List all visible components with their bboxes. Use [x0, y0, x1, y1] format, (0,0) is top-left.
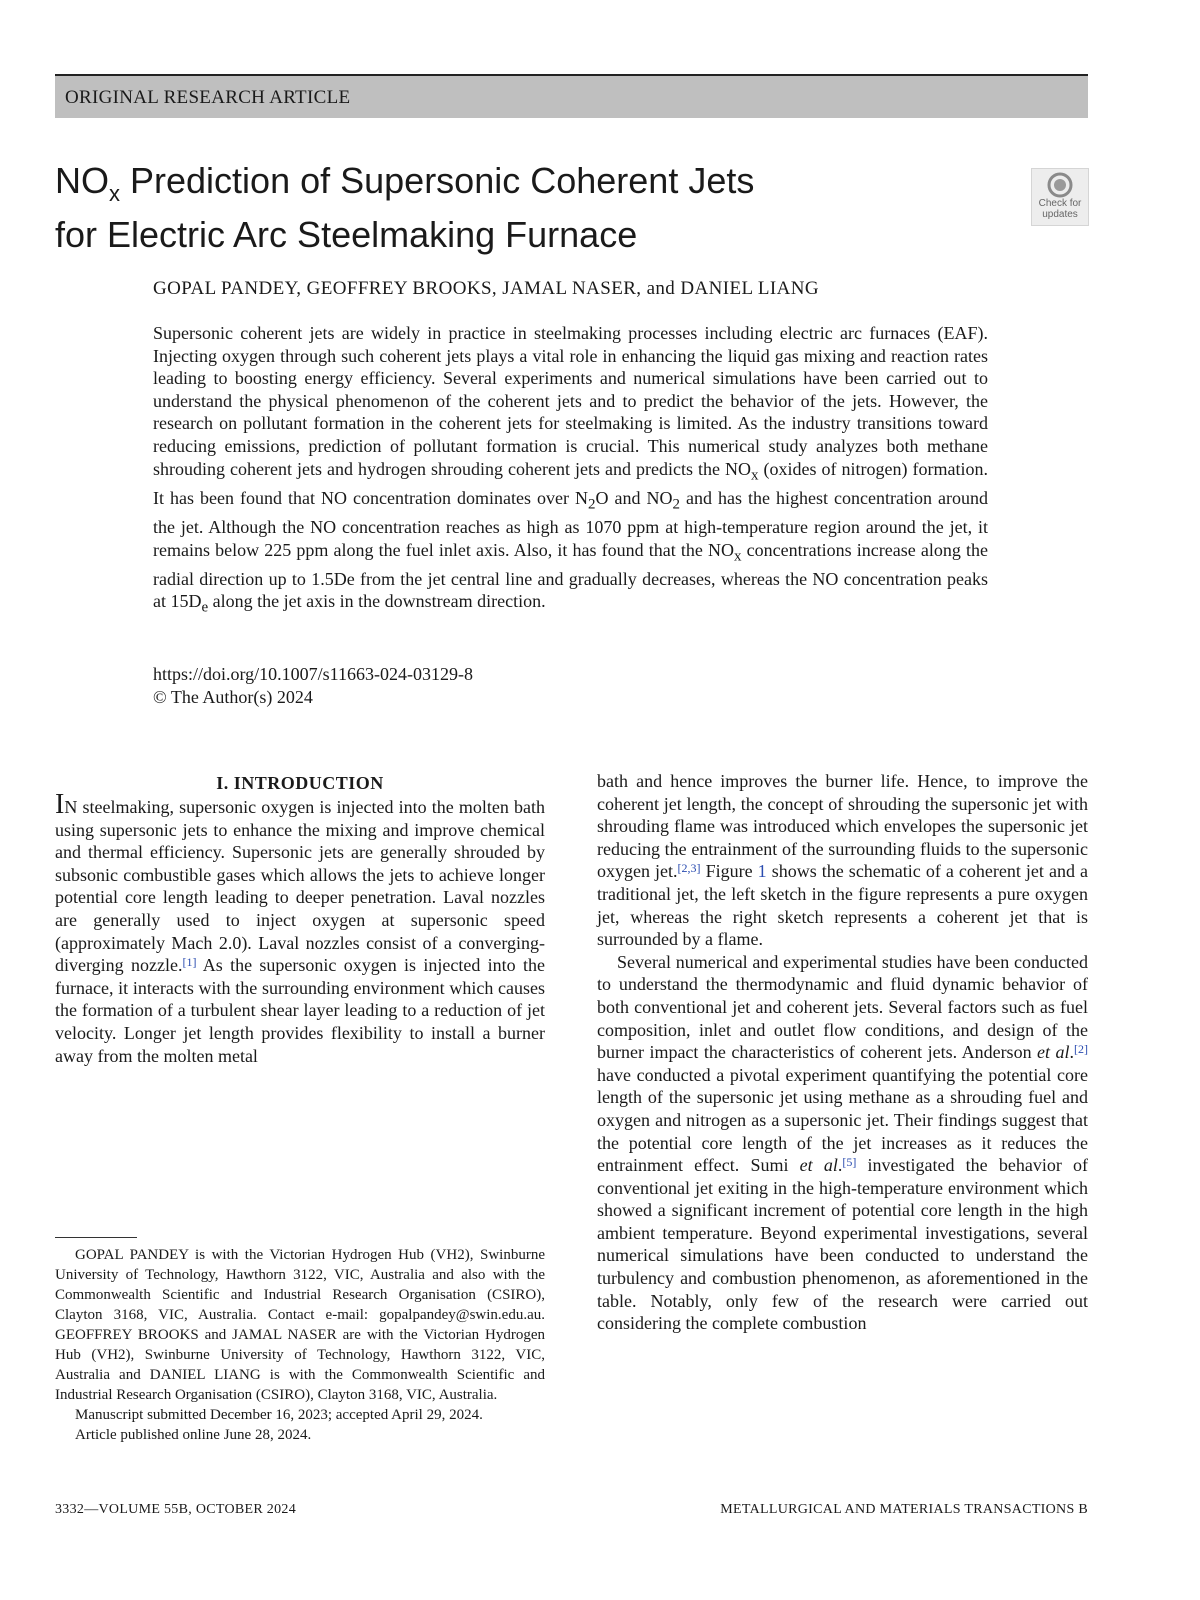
- abstract-sub-5: e: [201, 599, 209, 616]
- footnote-rule: [55, 1237, 137, 1238]
- citation-2-3[interactable]: [2,3]: [677, 861, 701, 876]
- et-al-2: et al: [799, 1155, 838, 1176]
- abstract-sub-3: 2: [672, 496, 680, 513]
- title-subscript: x: [109, 181, 120, 207]
- left-column: [55, 789, 545, 1067]
- affiliation-footnote: [55, 1245, 545, 1445]
- abstract-part-3: O and NO: [595, 487, 673, 508]
- drop-cap: I: [55, 789, 65, 820]
- abstract-part-2: (oxides of nitrogen) formation. It has been found that NO concentration dominates over N: [153, 458, 988, 508]
- intro-p1-part-b: As the supersonic oxygen is injected into the furnace, it interacts with the surrounding environment which causes the formation of a turbulent shear layer leading to a reduction of jet velocity. Longer jet length provides flexibility to install a burner away from the molten metal: [55, 955, 545, 1066]
- badge-line-2: updates: [1042, 209, 1078, 220]
- intro-r1-part-b: Figure: [700, 861, 758, 882]
- abstract-sub-1: x: [751, 467, 759, 484]
- manuscript-dates: Manuscript submitted December 16, 2023; accepted April 29, 2024.: [75, 1407, 483, 1423]
- abstract: [153, 322, 988, 620]
- title-line-1-rest: Prediction of Supersonic Coherent Jets: [120, 160, 755, 201]
- article-type-label: ORIGINAL RESEARCH ARTICLE: [65, 87, 351, 108]
- page-footer-volume: 3332—VOLUME 55B, OCTOBER 2024: [55, 1502, 297, 1517]
- doi-link[interactable]: https://doi.org/10.1007/s11663-024-03129-8: [153, 664, 474, 684]
- affiliation-text: GOPAL PANDEY is with the Victorian Hydrogen Hub (VH2), Swinburne University of Technology, Hawthorn 3122, VIC, Australia and also with the Commonwealth Scientific and Industrial Research Organisation (CSIRO), Clayton 3168, VIC, Australia. Contact e-mail: gopalpandey@swin.edu.au. GEOFFREY BROOKS and JAMAL NASER are with the Victorian Hydrogen Hub (VH2), Swinburne University of Technology, Hawthorn 3122, VIC, Australia and DANIEL LIANG is with the Commonwealth Scientific and Industrial Research Organisation (CSIRO), Clayton 3168, VIC, Australia.: [55, 1247, 545, 1403]
- intro-r1-part-c: shows the schematic of a coherent jet and a traditional jet, the left sketch in the figure represents a pure oxygen jet, whereas the right sketch represents a coherent jet that is surrounded by a flame.: [597, 861, 1089, 950]
- abstract-part-1: Supersonic coherent jets are widely in practice in steelmaking processes including electric arc furnaces (EAF). Injecting oxygen through such coherent jets plays a vital role in enhancing the liquid gas mixing and reaction rates leading to boosting energy efficiency. Several experiments and numerical simulations have been carried out to understand the physical phenomenon of the coherent jets and to predict the behavior of the jets. However, the research on pollutant formation in the coherent jets for steelmaking is limited. As the industry transitions toward reducing emissions, prediction of pollutant formation is crucial. This numerical study analyzes both methane shrouding coherent jets and hydrogen shrouding coherent jets and predicts the NO: [153, 323, 988, 479]
- copyright-notice: © The Author(s) 2024: [153, 686, 313, 707]
- check-for-updates-icon: [1047, 172, 1073, 198]
- citation-5[interactable]: [5]: [842, 1155, 857, 1170]
- author-list: GOPAL PANDEY, GEOFFREY BROOKS, JAMAL NASER, and DANIEL LIANG: [153, 278, 820, 299]
- title-prefix: NO: [55, 160, 109, 201]
- intro-r2-part-a: Several numerical and experimental studies have been conducted to understand the thermodynamic and fluid dynamic behavior of both conventional jet and coherent jets. Several factors such as fuel composition, inlet and outlet flow conditions, and design of the burner impact the characteristics of coherent jets. Anderson: [597, 951, 1088, 1063]
- intro-paragraph-1: [55, 789, 545, 1067]
- intro-r2-part-e: investigated the behavior of conventional jet exiting in the high-temperature environment which showed a significant increment of potential core length in the high ambient temperature. Beyond experimental investigations, several numerical simulations have been conducted to understand the turbulency and combustion phenomenon, as aforementioned in the table. Notably, only few of the research were carried out considering the complete combustion: [597, 1155, 1088, 1334]
- citation-2[interactable]: [2]: [1073, 1042, 1088, 1057]
- badge-line-1: Check for: [1038, 198, 1082, 209]
- intro-paragraph-1-continued: [597, 770, 1088, 951]
- article-title: [55, 160, 955, 255]
- abstract-part-4: and has the highest concentration around the jet. Although the NO concentration reaches as high as 1070 ppm at high-temperature region around the jet, it remains below 225 ppm along the fuel inlet axis. Also, it has found that the NO: [153, 487, 988, 560]
- article-type-banner: [55, 74, 1088, 118]
- doi-block: [153, 663, 473, 708]
- intro-r2-part-b: .: [1069, 1042, 1074, 1063]
- right-column: [597, 770, 1088, 1335]
- figure-1-link[interactable]: 1: [757, 861, 767, 882]
- et-al-1: et al: [1037, 1042, 1070, 1063]
- intro-r1-part-a: bath and hence improves the burner life. Hence, to improve the coherent jet length, the concept of shrouding the supersonic jet with shrouding flame was introduced which envelopes the supersonic jet reducing the entrainment of the surrounding fluids to the supersonic oxygen jet.: [597, 771, 1088, 882]
- abstract-part-5: concentrations increase along the radial direction up to 1.5De from the jet central line and gradually decreases, whereas the NO concentration peaks at 15D: [153, 539, 988, 612]
- intro-p1-part-a: N steelmaking, supersonic oxygen is injected into the molten bath using supersonic jets to enhance the mixing and improve chemical and thermal efficiency. Supersonic jets are generally shrouded by subsonic combustible gases which allows the jets to achieve longer potential core length leading to deeper penetration. Laval nozzles are generally used to inject oxygen at supersonic speed (approximately Mach 2.0). Laval nozzles consist of a converging-diverging nozzle.: [55, 797, 545, 976]
- abstract-part-6: along the jet axis in the downstream direction.: [208, 591, 546, 612]
- abstract-sub-4: x: [734, 548, 742, 565]
- abstract-sub-2: 2: [587, 496, 596, 513]
- section-heading-introduction: I. INTRODUCTION: [216, 773, 384, 793]
- intro-r2-part-c: have conducted a pivotal experiment quantifying the potential core length of the supersonic jet using methane as a shrouding fuel and oxygen and nitrogen as a supersonic jet. Their findings suggest that the potential core length of the jet increases as it reduces the entrainment effect. Sumi: [597, 1064, 1088, 1176]
- check-for-updates-badge[interactable]: [1031, 168, 1089, 226]
- title-line-2: for Electric Arc Steelmaking Furnace: [55, 214, 638, 256]
- page-footer-journal: METALLURGICAL AND MATERIALS TRANSACTIONS B: [720, 1502, 1088, 1517]
- citation-1[interactable]: [1]: [182, 955, 197, 970]
- published-date: Article published online June 28, 2024.: [75, 1427, 312, 1443]
- intro-paragraph-2: [597, 951, 1088, 1335]
- intro-r2-part-d: .: [837, 1155, 843, 1176]
- title-line-1: [55, 160, 955, 214]
